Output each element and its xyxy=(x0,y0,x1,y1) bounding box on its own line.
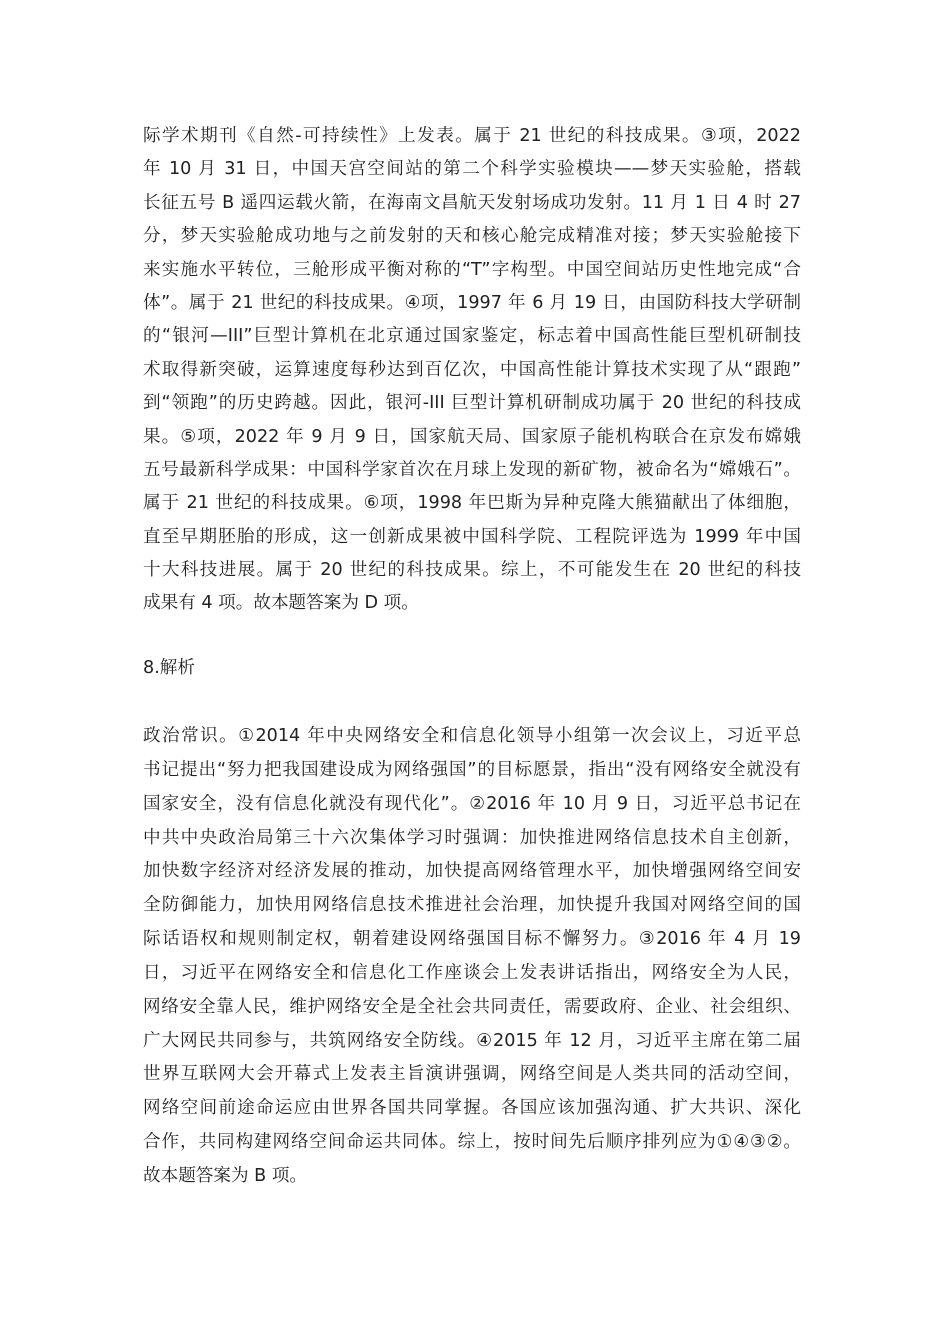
section-heading-8: 8.解析 xyxy=(143,658,195,678)
text-line: 术取得新突破，运算速度每秒达到百亿次，中国高性能计算技术实现了从“跟跑” xyxy=(143,359,801,380)
text-line: 国家安全，没有信息化就没有现代化”。②2016 年 10 月 9 日，习近平总书记在 xyxy=(143,793,801,814)
text-line: 到“领跑”的历史跨越。因此，银河-III 巨型计算机研制成功属于 20 世纪的科技成 xyxy=(143,393,801,414)
text-line: 加快数字经济对经济发展的推动，加快提高网络管理水平，加快增强网络空间安 xyxy=(143,861,801,882)
text-line: 际学术期刊《自然-可持续性》上发表。属于 21 世纪的科技成果。③项，2022 xyxy=(143,126,801,146)
text-line: 网络空间前途命运应由世界各国共同掌握。各国应该加强沟通、扩大共识、深化 xyxy=(143,1098,801,1119)
text-line: 的“银河—III”巨型计算机在北京通过国家鉴定，标志着中国高性能巨型机研制技 xyxy=(143,326,801,347)
text-line: 际话语权和规则制定权，朝着建设网络强国目标不懈努力。③2016 年 4 月 19 xyxy=(143,929,801,950)
answer-explanation-7-paragraph xyxy=(143,120,801,621)
text-line: 网络安全靠人民，维护网络安全是全社会共同责任，需要政府、企业、社会组织、 xyxy=(143,996,801,1017)
text-line: 年 10 月 31 日，中国天宫空间站的第二个科学实验模块——梦天实验舱，搭载 xyxy=(143,159,801,180)
text-line: 中共中央政治局第三十六次集体学习时强调：加快推进网络信息技术自主创新， xyxy=(143,827,801,848)
text-line: 果。⑤项，2022 年 9 月 9 日，国家航天局、国家原子能机构联合在京发布嫦娥 xyxy=(143,426,801,447)
text-line: 政治常识。①2014 年中央网络安全和信息化领导小组第一次会议上，习近平总 xyxy=(143,726,801,746)
text-line: 来实施水平转位，三舱形成平衡对称的“T”字构型。中国空间站历史性地完成“合 xyxy=(143,259,801,280)
text-line: 日，习近平在网络安全和信息化工作座谈会上发表讲话指出，网络安全为人民， xyxy=(143,962,801,983)
text-line: 成果有 4 项。故本题答案为 D 项。 xyxy=(143,593,419,614)
text-line: 广大网民共同参与，共筑网络安全防线。④2015 年 12 月，习近平主席在第二届 xyxy=(143,1030,801,1051)
text-line: 体”。属于 21 世纪的科技成果。④项，1997 年 6 月 19 日，由国防科技大学研制 xyxy=(143,292,801,313)
answer-explanation-8-paragraph xyxy=(143,720,801,1194)
text-line: 长征五号 B 遥四运载火箭，在海南文昌航天发射场成功发射。11 月 1 日 4 时 27 xyxy=(143,192,801,213)
text-line: 直至早期胚胎的形成，这一创新成果被中国科学院、工程院评选为 1999 年中国 xyxy=(143,526,801,547)
text-line: 属于 21 世纪的科技成果。⑥项，1998 年巴斯为异种克隆大熊猫献出了体细胞， xyxy=(143,493,801,514)
text-line: 十大科技进展。属于 20 世纪的科技成果。综上，不可能发生在 20 世纪的科技 xyxy=(143,560,801,581)
text-line: 书记提出“努力把我国建设成为网络强国”的目标愿景，指出“没有网络安全就没有 xyxy=(143,759,801,780)
text-line: 全防御能力，加快用网络信息技术推进社会治理，加快提升我国对网络空间的国 xyxy=(143,895,801,916)
text-line: 世界互联网大会开幕式上发表主旨演讲强调，网络空间是人类共同的活动空间， xyxy=(143,1064,801,1085)
text-line: 合作，共同构建网络空间命运共同体。综上，按时间先后顺序排列应为①④③②。 xyxy=(143,1132,801,1153)
text-line: 分，梦天实验舱成功地与之前发射的天和核心舱完成精准对接；梦天实验舱接下 xyxy=(143,226,801,247)
text-line: 五号最新科学成果：中国科学家首次在月球上发现的新矿物，被命名为“嫦娥石”。 xyxy=(143,459,801,480)
text-line: 故本题答案为 B 项。 xyxy=(143,1165,308,1186)
